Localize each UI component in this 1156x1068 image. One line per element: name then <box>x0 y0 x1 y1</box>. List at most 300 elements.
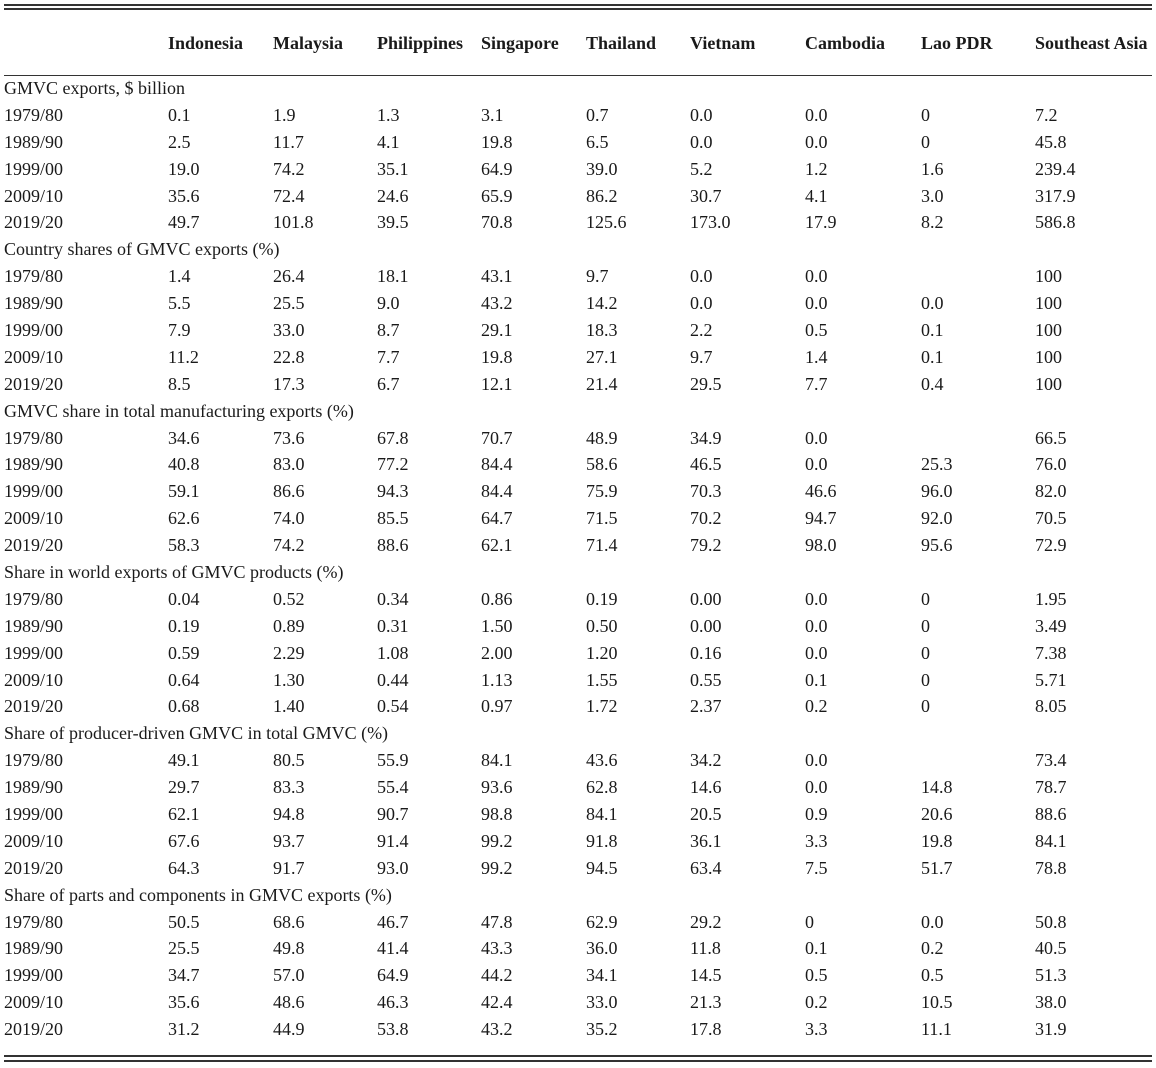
table-cell: 88.6 <box>377 535 409 556</box>
row-year-label: 1989/90 <box>4 293 64 314</box>
table-cell: 34.6 <box>168 427 200 448</box>
row-year-label: 1979/80 <box>4 750 64 771</box>
column-header-lao-pdr: Lao PDR <box>921 32 993 53</box>
table-cell: 94.5 <box>586 857 618 878</box>
table-cell: 14.5 <box>690 965 722 986</box>
table-cell: 0.16 <box>690 642 722 663</box>
table-cell: 77.2 <box>377 454 409 475</box>
table-cell: 79.2 <box>690 535 722 556</box>
column-header-southeast-asia: Southeast Asia <box>1035 32 1148 53</box>
table-cell: 0 <box>921 696 930 717</box>
section-header-row <box>4 398 1152 425</box>
table-cell: 17.8 <box>690 1019 722 1040</box>
column-header-malaysia: Malaysia <box>273 32 343 53</box>
table-cell: 33.0 <box>273 319 305 340</box>
table-cell: 44.9 <box>273 1019 305 1040</box>
table-cell: 1.3 <box>377 104 400 125</box>
table-cell: 57.0 <box>273 965 305 986</box>
table-cell: 0.4 <box>921 373 944 394</box>
table-cell: 0.1 <box>921 346 944 367</box>
table-row <box>4 693 1152 720</box>
table-cell: 64.9 <box>481 158 513 179</box>
table-cell: 86.6 <box>273 481 305 502</box>
table-cell: 7.7 <box>377 346 400 367</box>
table-cell: 0.64 <box>168 669 200 690</box>
table-cell: 7.38 <box>1035 642 1067 663</box>
table-row <box>4 801 1152 828</box>
table-cell: 0.86 <box>481 588 513 609</box>
table-cell: 35.1 <box>377 158 409 179</box>
table-cell: 46.5 <box>690 454 722 475</box>
table-cell: 20.6 <box>921 803 953 824</box>
table-cell: 0.00 <box>690 588 722 609</box>
row-year-label: 2009/10 <box>4 669 64 690</box>
table-cell: 1.6 <box>921 158 944 179</box>
table-cell: 11.2 <box>168 346 199 367</box>
table-cell: 3.0 <box>921 185 944 206</box>
section-title: Share of parts and components in GMVC exports (%) <box>4 884 392 905</box>
table-cell: 67.6 <box>168 830 200 851</box>
table-cell: 9.7 <box>586 266 609 287</box>
table-cell: 0.52 <box>273 588 305 609</box>
table-cell: 71.4 <box>586 535 618 556</box>
table-cell: 0.0 <box>805 454 828 475</box>
table-cell: 4.1 <box>377 131 400 152</box>
table-cell: 100 <box>1035 266 1062 287</box>
row-year-label: 2019/20 <box>4 535 64 556</box>
table-cell: 19.8 <box>481 131 513 152</box>
table-cell: 1.08 <box>377 642 409 663</box>
table-cell: 11.7 <box>273 131 304 152</box>
table-cell: 0.9 <box>805 803 828 824</box>
table-cell: 0.0 <box>690 131 713 152</box>
table-cell: 98.8 <box>481 803 513 824</box>
table-cell: 78.7 <box>1035 777 1067 798</box>
table-cell: 8.5 <box>168 373 191 394</box>
table-cell: 64.3 <box>168 857 200 878</box>
table-cell: 0.0 <box>805 642 828 663</box>
table-row <box>4 532 1152 559</box>
row-year-label: 1989/90 <box>4 454 64 475</box>
table-cell: 0.1 <box>168 104 191 125</box>
table-cell: 93.0 <box>377 857 409 878</box>
table-cell: 0.59 <box>168 642 200 663</box>
table-cell: 93.7 <box>273 830 305 851</box>
table-cell: 39.0 <box>586 158 618 179</box>
table-cell: 0.19 <box>586 588 618 609</box>
section-header-row <box>4 236 1152 263</box>
table-cell: 94.7 <box>805 508 837 529</box>
table-cell: 10.5 <box>921 992 953 1013</box>
table-row <box>4 451 1152 478</box>
table-cell: 18.1 <box>377 266 409 287</box>
row-year-label: 1999/00 <box>4 319 64 340</box>
section-header-row <box>4 75 1152 102</box>
table-cell: 5.71 <box>1035 669 1067 690</box>
table-cell: 50.5 <box>168 911 200 932</box>
table-cell: 14.2 <box>586 293 618 314</box>
table-row <box>4 371 1152 398</box>
table-cell: 21.4 <box>586 373 618 394</box>
table-row <box>4 156 1152 183</box>
table-cell: 1.40 <box>273 696 305 717</box>
table-cell: 2.2 <box>690 319 713 340</box>
table-row <box>4 263 1152 290</box>
table-row <box>4 909 1152 936</box>
row-year-label: 2009/10 <box>4 508 64 529</box>
table-cell: 64.7 <box>481 508 513 529</box>
table-cell: 0.89 <box>273 615 305 636</box>
table-cell: 84.4 <box>481 454 513 475</box>
table-cell: 36.1 <box>690 830 722 851</box>
row-year-label: 1999/00 <box>4 158 64 179</box>
table-cell: 36.0 <box>586 938 618 959</box>
table-cell: 33.0 <box>586 992 618 1013</box>
table-cell: 25.5 <box>273 293 305 314</box>
table-cell: 43.2 <box>481 1019 513 1040</box>
table-cell: 53.8 <box>377 1019 409 1040</box>
table-cell: 73.6 <box>273 427 305 448</box>
table-cell: 0.0 <box>805 588 828 609</box>
table-cell: 19.0 <box>168 158 200 179</box>
row-year-label: 1989/90 <box>4 777 64 798</box>
table-cell: 0.5 <box>805 319 828 340</box>
table-row <box>4 989 1152 1016</box>
table-cell: 35.2 <box>586 1019 618 1040</box>
table-cell: 14.6 <box>690 777 722 798</box>
section-title: Country shares of GMVC exports (%) <box>4 239 280 260</box>
table-cell: 55.9 <box>377 750 409 771</box>
column-header-vietnam: Vietnam <box>690 32 756 53</box>
column-header-singapore: Singapore <box>481 32 559 53</box>
table-cell: 7.2 <box>1035 104 1058 125</box>
table-row <box>4 586 1152 613</box>
table-row <box>4 774 1152 801</box>
table-cell: 58.3 <box>168 535 200 556</box>
table-cell: 0.2 <box>805 992 828 1013</box>
table-row <box>4 640 1152 667</box>
table-row <box>4 962 1152 989</box>
table-cell: 7.7 <box>805 373 828 394</box>
table-cell: 3.3 <box>805 1019 828 1040</box>
table-cell: 0 <box>805 911 814 932</box>
table-cell: 34.2 <box>690 750 722 771</box>
table-cell: 19.8 <box>481 346 513 367</box>
table-cell: 7.9 <box>168 319 191 340</box>
table-cell: 0.1 <box>805 669 828 690</box>
table-cell: 24.6 <box>377 185 409 206</box>
row-year-label: 1979/80 <box>4 911 64 932</box>
table-cell: 0 <box>921 669 930 690</box>
table-cell: 31.9 <box>1035 1019 1067 1040</box>
table-cell: 8.2 <box>921 212 944 233</box>
table-cell: 78.8 <box>1035 857 1067 878</box>
table-cell: 2.00 <box>481 642 513 663</box>
table-cell: 11.8 <box>690 938 721 959</box>
table-cell: 35.6 <box>168 185 200 206</box>
table-cell: 59.1 <box>168 481 200 502</box>
table-cell: 46.6 <box>805 481 837 502</box>
table-cell: 34.9 <box>690 427 722 448</box>
table-cell: 1.2 <box>805 158 828 179</box>
table-cell: 58.6 <box>586 454 618 475</box>
table-cell: 75.9 <box>586 481 618 502</box>
table-cell: 96.0 <box>921 481 953 502</box>
table-cell: 1.9 <box>273 104 296 125</box>
table-cell: 72.9 <box>1035 535 1067 556</box>
table-cell: 0.1 <box>921 319 944 340</box>
table-cell: 62.9 <box>586 911 618 932</box>
table-cell: 55.4 <box>377 777 409 798</box>
row-year-label: 1979/80 <box>4 104 64 125</box>
table-cell: 31.2 <box>168 1019 200 1040</box>
table-cell: 94.3 <box>377 481 409 502</box>
row-year-label: 1999/00 <box>4 803 64 824</box>
table-cell: 0.0 <box>805 293 828 314</box>
column-header-cambodia: Cambodia <box>805 32 886 53</box>
table-cell: 62.6 <box>168 508 200 529</box>
table-row <box>4 209 1152 236</box>
table-row <box>4 102 1152 129</box>
table-cell: 27.1 <box>586 346 618 367</box>
table-cell: 68.6 <box>273 911 305 932</box>
table-cell: 99.2 <box>481 857 513 878</box>
section-header-row <box>4 882 1152 909</box>
table-row <box>4 183 1152 210</box>
table-row <box>4 344 1152 371</box>
table-cell: 29.7 <box>168 777 200 798</box>
section-header-row <box>4 720 1152 747</box>
table-cell: 62.8 <box>586 777 618 798</box>
column-header-indonesia: Indonesia <box>168 32 244 53</box>
table-cell: 70.3 <box>690 481 722 502</box>
row-year-label: 2019/20 <box>4 696 64 717</box>
table-cell: 40.8 <box>168 454 200 475</box>
table-cell: 29.2 <box>690 911 722 932</box>
table-cell: 3.49 <box>1035 615 1067 636</box>
table-cell: 0.54 <box>377 696 409 717</box>
table-cell: 1.4 <box>168 266 191 287</box>
table-cell: 44.2 <box>481 965 513 986</box>
table-cell: 586.8 <box>1035 212 1076 233</box>
table-cell: 43.1 <box>481 266 513 287</box>
table-cell: 70.2 <box>690 508 722 529</box>
row-year-label: 1989/90 <box>4 938 64 959</box>
row-year-label: 1989/90 <box>4 615 64 636</box>
table-cell: 95.6 <box>921 535 953 556</box>
table-row <box>4 478 1152 505</box>
table-cell: 0.31 <box>377 615 409 636</box>
table-cell: 49.8 <box>273 938 305 959</box>
table-cell: 92.0 <box>921 508 953 529</box>
table-cell: 1.30 <box>273 669 305 690</box>
table-cell: 3.1 <box>481 104 504 125</box>
table-cell: 20.5 <box>690 803 722 824</box>
table-cell: 0.0 <box>805 750 828 771</box>
table-cell: 5.2 <box>690 158 713 179</box>
table-cell: 0.7 <box>586 104 609 125</box>
table-cell: 91.7 <box>273 857 305 878</box>
table-cell: 63.4 <box>690 857 722 878</box>
table-cell: 48.9 <box>586 427 618 448</box>
table-cell: 70.8 <box>481 212 513 233</box>
table-cell: 0.0 <box>805 615 828 636</box>
table-cell: 4.1 <box>805 185 828 206</box>
table-cell: 43.2 <box>481 293 513 314</box>
table-row <box>4 129 1152 156</box>
table-cell: 0.34 <box>377 588 409 609</box>
table-cell: 173.0 <box>690 212 731 233</box>
table-row <box>4 317 1152 344</box>
table-cell: 0.04 <box>168 588 200 609</box>
table-cell <box>921 747 1035 774</box>
table-row <box>4 613 1152 640</box>
table-cell <box>921 263 1035 290</box>
table-cell: 72.4 <box>273 185 305 206</box>
table-cell: 84.1 <box>1035 830 1067 851</box>
table-cell <box>921 425 1035 452</box>
table-cell: 0 <box>921 615 930 636</box>
row-year-label: 2009/10 <box>4 185 64 206</box>
table-cell: 0.19 <box>168 615 200 636</box>
table-cell: 2.29 <box>273 642 305 663</box>
table-cell: 82.0 <box>1035 481 1067 502</box>
table-cell: 9.7 <box>690 346 713 367</box>
table-cell: 100 <box>1035 293 1062 314</box>
table-cell: 22.8 <box>273 346 305 367</box>
table-cell: 1.50 <box>481 615 513 636</box>
table-cell: 125.6 <box>586 212 627 233</box>
table-cell: 29.1 <box>481 319 513 340</box>
table-cell: 74.0 <box>273 508 305 529</box>
table-cell: 34.7 <box>168 965 200 986</box>
column-header-philippines: Philippines <box>377 32 464 53</box>
table-cell: 3.3 <box>805 830 828 851</box>
table-row <box>4 1016 1152 1043</box>
table-cell: 84.1 <box>481 750 513 771</box>
table-cell: 8.05 <box>1035 696 1067 717</box>
table-cell: 50.8 <box>1035 911 1067 932</box>
table-cell: 71.5 <box>586 508 618 529</box>
section-header-row <box>4 559 1152 586</box>
table-cell: 0.0 <box>690 266 713 287</box>
column-header-row <box>4 10 1152 75</box>
table-cell: 46.3 <box>377 992 409 1013</box>
bottom-rule-outer <box>4 1060 1152 1062</box>
table-cell: 80.5 <box>273 750 305 771</box>
table-cell: 34.1 <box>586 965 618 986</box>
table-cell: 41.4 <box>377 938 409 959</box>
table-row <box>4 425 1152 452</box>
table-cell: 1.72 <box>586 696 618 717</box>
table-row <box>4 505 1152 532</box>
table-cell: 43.6 <box>586 750 618 771</box>
table-cell: 30.7 <box>690 185 722 206</box>
table-row <box>4 290 1152 317</box>
table-cell: 101.8 <box>273 212 314 233</box>
table-cell: 11.1 <box>921 1019 952 1040</box>
table-cell: 0.2 <box>805 696 828 717</box>
row-year-label: 1999/00 <box>4 642 64 663</box>
section-title: GMVC exports, $ billion <box>4 77 186 98</box>
table-cell: 0.0 <box>921 293 944 314</box>
table-cell: 83.3 <box>273 777 305 798</box>
table-cell: 0.2 <box>921 938 944 959</box>
table-cell: 6.7 <box>377 373 400 394</box>
column-header-blank <box>4 10 168 75</box>
table-row <box>4 828 1152 855</box>
table-cell: 21.3 <box>690 992 722 1013</box>
table-cell: 18.3 <box>586 319 618 340</box>
table-cell: 39.5 <box>377 212 409 233</box>
table-row <box>4 855 1152 882</box>
table-cell: 98.0 <box>805 535 837 556</box>
table-cell: 51.7 <box>921 857 953 878</box>
table-cell: 0.44 <box>377 669 409 690</box>
table-cell: 0.0 <box>921 911 944 932</box>
table-cell: 86.2 <box>586 185 618 206</box>
table-cell: 0.5 <box>921 965 944 986</box>
table-cell: 0 <box>921 104 930 125</box>
table-cell: 66.5 <box>1035 427 1067 448</box>
table-cell: 0.0 <box>805 104 828 125</box>
table-cell: 84.1 <box>586 803 618 824</box>
table-cell: 0 <box>921 131 930 152</box>
table-cell: 9.0 <box>377 293 400 314</box>
table-cell: 5.5 <box>168 293 191 314</box>
table-cell: 47.8 <box>481 911 513 932</box>
table-cell: 25.5 <box>168 938 200 959</box>
table-cell: 0.97 <box>481 696 513 717</box>
table-cell: 62.1 <box>481 535 513 556</box>
table-cell: 48.6 <box>273 992 305 1013</box>
table-cell: 17.9 <box>805 212 837 233</box>
table-cell: 100 <box>1035 346 1062 367</box>
table-cell: 93.6 <box>481 777 513 798</box>
table-cell: 317.9 <box>1035 185 1076 206</box>
table-cell: 239.4 <box>1035 158 1076 179</box>
top-rule-outer <box>4 4 1152 6</box>
table-cell: 1.95 <box>1035 588 1067 609</box>
gmvc-data-table <box>4 10 1152 1043</box>
table-cell: 14.8 <box>921 777 953 798</box>
table-cell: 7.5 <box>805 857 828 878</box>
table-cell: 90.7 <box>377 803 409 824</box>
section-title: GMVC share in total manufacturing exports (%) <box>4 400 354 421</box>
table-cell: 12.1 <box>481 373 513 394</box>
table-cell: 51.3 <box>1035 965 1067 986</box>
table-cell: 35.6 <box>168 992 200 1013</box>
table-cell: 26.4 <box>273 266 305 287</box>
table-cell: 62.1 <box>168 803 200 824</box>
table-cell: 73.4 <box>1035 750 1067 771</box>
table-cell: 0.68 <box>168 696 200 717</box>
table-cell: 49.1 <box>168 750 200 771</box>
table-cell: 0 <box>921 588 930 609</box>
table-row <box>4 667 1152 694</box>
table-cell: 46.7 <box>377 911 409 932</box>
table-cell: 88.6 <box>1035 803 1067 824</box>
row-year-label: 2019/20 <box>4 1019 64 1040</box>
row-year-label: 1979/80 <box>4 427 64 448</box>
table-cell: 74.2 <box>273 158 305 179</box>
column-header-thailand: Thailand <box>586 32 657 53</box>
table-cell: 45.8 <box>1035 131 1067 152</box>
row-year-label: 2009/10 <box>4 830 64 851</box>
section-title: Share of producer-driven GMVC in total GMVC (%) <box>4 723 389 744</box>
table-cell: 70.5 <box>1035 508 1067 529</box>
table-cell: 2.37 <box>690 696 722 717</box>
